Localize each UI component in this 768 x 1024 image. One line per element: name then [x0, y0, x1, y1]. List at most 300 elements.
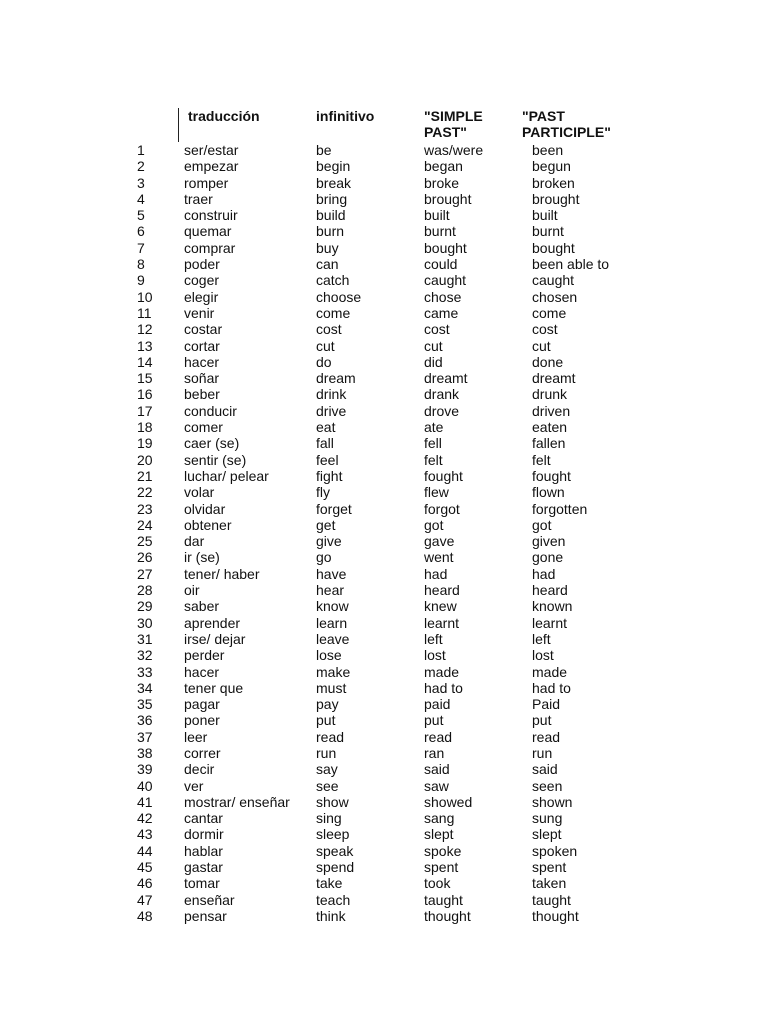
cell-traduccion: soñar	[184, 370, 220, 387]
cell-simple-past: ate	[424, 419, 444, 436]
cell-simple-past: knew	[424, 598, 457, 615]
cell-past-participle: read	[532, 728, 561, 745]
table-row	[0, 875, 768, 891]
cell-traduccion: perder	[184, 647, 225, 664]
cell-simple-past: spent	[424, 859, 459, 876]
cell-traduccion: traer	[184, 190, 213, 207]
cell-simple-past: came	[424, 304, 459, 321]
table-row	[0, 142, 768, 158]
cell-past-participle: caught	[532, 272, 575, 289]
cell-traduccion: gastar	[184, 859, 223, 876]
cell-traduccion: hablar	[184, 842, 223, 859]
cell-past-participle: drunk	[532, 386, 568, 403]
cell-past-participle: learnt	[532, 614, 568, 631]
cell-past-participle: put	[532, 712, 552, 729]
cell-infinitivo: put	[316, 712, 336, 729]
cell-simple-past: chose	[424, 288, 462, 305]
cell-traduccion: beber	[184, 386, 220, 403]
cell-past-participle: cut	[532, 337, 551, 354]
row-number: 47	[137, 891, 153, 908]
row-number: 11	[137, 304, 152, 321]
cell-traduccion: quemar	[184, 223, 232, 240]
cell-past-participle: eaten	[532, 419, 568, 436]
cell-infinitivo: begin	[316, 158, 351, 175]
table-row	[0, 452, 768, 468]
cell-simple-past: spoke	[424, 842, 462, 859]
cell-past-participle: broken	[532, 174, 575, 191]
table-row	[0, 403, 768, 419]
verb-table-body	[0, 142, 768, 924]
cell-simple-past: put	[424, 712, 444, 729]
header-simple-past	[424, 108, 483, 140]
cell-traduccion: poner	[184, 712, 220, 729]
cell-past-participle: taught	[532, 891, 571, 908]
table-row	[0, 354, 768, 370]
row-number: 23	[137, 500, 153, 517]
cell-traduccion: costar	[184, 321, 223, 338]
cell-simple-past: burnt	[424, 223, 456, 240]
cell-infinitivo: show	[316, 793, 349, 810]
table-row	[0, 386, 768, 402]
header-infinitivo	[316, 108, 374, 124]
cell-traduccion: venir	[184, 304, 215, 321]
cell-past-participle: gone	[532, 549, 564, 566]
row-number: 19	[137, 435, 153, 452]
cell-traduccion: construir	[184, 207, 238, 224]
cell-traduccion: elegir	[184, 288, 219, 305]
cell-simple-past: forgot	[424, 500, 460, 517]
cell-infinitivo: build	[316, 207, 346, 224]
cell-infinitivo: hear	[316, 582, 345, 599]
cell-past-participle: driven	[532, 402, 571, 419]
cell-traduccion: caer (se)	[184, 435, 240, 452]
cell-simple-past: began	[424, 158, 463, 175]
cell-simple-past: slept	[424, 826, 454, 843]
table-row	[0, 566, 768, 582]
table-row	[0, 631, 768, 647]
cell-simple-past: drove	[424, 402, 460, 419]
cell-past-participle: forgotten	[532, 500, 588, 517]
table-row	[0, 501, 768, 517]
cell-simple-past: fell	[424, 435, 442, 452]
cell-traduccion: irse/ dejar	[184, 630, 246, 647]
cell-past-participle: spent	[532, 859, 567, 876]
cell-infinitivo: choose	[316, 288, 362, 305]
cell-simple-past: made	[424, 663, 460, 680]
cell-traduccion: aprender	[184, 614, 241, 631]
header-past-participle-line-2: PARTICIPLE"	[522, 124, 611, 140]
cell-past-participle: bought	[532, 239, 575, 256]
cell-past-participle: run	[532, 744, 553, 761]
cell-simple-past: flew	[424, 484, 449, 501]
table-row	[0, 696, 768, 712]
cell-past-participle: known	[532, 598, 573, 615]
table-row	[0, 729, 768, 745]
table-row	[0, 321, 768, 337]
cell-past-participle: Paid	[532, 696, 561, 713]
table-row	[0, 289, 768, 305]
row-number: 31	[137, 630, 153, 647]
table-row	[0, 240, 768, 256]
cell-simple-past: dreamt	[424, 370, 468, 387]
row-number: 13	[137, 337, 153, 354]
cell-infinitivo: do	[316, 353, 332, 370]
row-number: 15	[137, 370, 153, 387]
row-number: 25	[137, 533, 153, 550]
cell-simple-past: could	[424, 256, 458, 273]
cell-simple-past: caught	[424, 272, 467, 289]
row-number: 22	[137, 484, 153, 501]
cell-past-participle: fallen	[532, 435, 566, 452]
cell-simple-past: lost	[424, 647, 446, 664]
cell-infinitivo: sleep	[316, 826, 350, 843]
cell-traduccion: pagar	[184, 696, 220, 713]
cell-infinitivo: feel	[316, 451, 339, 468]
row-number: 6	[137, 223, 145, 240]
cell-infinitivo: make	[316, 663, 351, 680]
table-row	[0, 761, 768, 777]
cell-infinitivo: cut	[316, 337, 335, 354]
cell-simple-past: sang	[424, 810, 455, 827]
cell-past-participle: spoken	[532, 842, 578, 859]
cell-traduccion: volar	[184, 484, 215, 501]
cell-simple-past: built	[424, 207, 450, 224]
table-row	[0, 598, 768, 614]
header-past-participle-line-1: "PAST	[522, 108, 565, 124]
table-row	[0, 778, 768, 794]
table-row	[0, 533, 768, 549]
table-row	[0, 549, 768, 565]
row-number: 7	[137, 239, 145, 256]
row-number: 20	[137, 451, 153, 468]
row-number: 10	[137, 288, 153, 305]
table-row	[0, 158, 768, 174]
cell-traduccion: ir (se)	[184, 549, 220, 566]
table-row	[0, 207, 768, 223]
cell-traduccion: comer	[184, 419, 223, 436]
cell-simple-past: did	[424, 353, 443, 370]
row-number: 2	[137, 158, 145, 175]
cell-past-participle: fought	[532, 467, 571, 484]
cell-simple-past: had	[424, 565, 448, 582]
cell-traduccion: enseñar	[184, 891, 235, 908]
cell-traduccion: poder	[184, 256, 220, 273]
cell-infinitivo: fight	[316, 467, 343, 484]
table-header	[0, 108, 768, 144]
cell-past-participle: chosen	[532, 288, 578, 305]
cell-infinitivo: catch	[316, 272, 350, 289]
cell-traduccion: oir	[184, 582, 200, 599]
table-row	[0, 191, 768, 207]
cell-infinitivo: eat	[316, 419, 336, 436]
cell-infinitivo: spend	[316, 859, 355, 876]
cell-simple-past: got	[424, 516, 444, 533]
cell-traduccion: olvidar	[184, 500, 226, 517]
cell-past-participle: seen	[532, 777, 563, 794]
cell-traduccion: luchar/ pelear	[184, 467, 269, 484]
cell-past-participle: felt	[532, 451, 551, 468]
cell-simple-past: took	[424, 875, 451, 892]
table-row	[0, 892, 768, 908]
cell-simple-past: gave	[424, 533, 455, 550]
cell-past-participle: said	[532, 761, 558, 778]
row-number: 27	[137, 565, 153, 582]
table-row	[0, 175, 768, 191]
cell-past-participle: slept	[532, 826, 562, 843]
cell-simple-past: paid	[424, 696, 451, 713]
cell-simple-past: taught	[424, 891, 463, 908]
row-number: 41	[137, 793, 153, 810]
cell-past-participle: lost	[532, 647, 554, 664]
cell-simple-past: went	[424, 549, 454, 566]
cell-infinitivo: read	[316, 728, 345, 745]
cell-simple-past: thought	[424, 907, 471, 924]
cell-infinitivo: know	[316, 598, 349, 615]
cell-infinitivo: teach	[316, 891, 351, 908]
cell-infinitivo: be	[316, 142, 332, 158]
cell-past-participle: built	[532, 207, 558, 224]
table-row	[0, 745, 768, 761]
row-number: 32	[137, 647, 153, 664]
row-number: 29	[137, 598, 153, 615]
table-row	[0, 338, 768, 354]
cell-traduccion: cantar	[184, 810, 223, 827]
cell-simple-past: showed	[424, 793, 473, 810]
cell-traduccion: pensar	[184, 907, 227, 924]
cell-past-participle: brought	[532, 190, 580, 207]
row-number: 34	[137, 679, 153, 696]
table-row	[0, 712, 768, 728]
table-row	[0, 647, 768, 663]
cell-simple-past: saw	[424, 777, 449, 794]
cell-traduccion: conducir	[184, 402, 237, 419]
row-number: 30	[137, 614, 153, 631]
cell-past-participle: sung	[532, 810, 563, 827]
cell-traduccion: hacer	[184, 663, 220, 680]
cell-simple-past: had to	[424, 679, 463, 696]
row-number: 35	[137, 696, 153, 713]
cell-simple-past: brought	[424, 190, 472, 207]
cell-infinitivo: can	[316, 256, 339, 273]
row-number: 28	[137, 582, 153, 599]
cell-infinitivo: leave	[316, 630, 350, 647]
row-number: 3	[137, 174, 145, 191]
cell-past-participle: shown	[532, 793, 573, 810]
table-row	[0, 810, 768, 826]
cell-past-participle: taken	[532, 875, 567, 892]
row-number: 12	[137, 321, 153, 338]
row-number: 36	[137, 712, 153, 729]
cell-simple-past: drank	[424, 386, 460, 403]
cell-past-participle: given	[532, 533, 566, 550]
row-number: 26	[137, 549, 153, 566]
row-number: 42	[137, 810, 153, 827]
row-number: 8	[137, 256, 145, 273]
cell-past-participle: been able to	[532, 256, 610, 273]
row-number: 48	[137, 907, 153, 924]
cell-past-participle: done	[532, 353, 564, 370]
cell-traduccion: tomar	[184, 875, 220, 892]
table-row	[0, 908, 768, 924]
cell-past-participle: burnt	[532, 223, 564, 240]
row-number: 40	[137, 777, 153, 794]
cell-infinitivo: get	[316, 516, 336, 533]
table-row	[0, 256, 768, 272]
table-row	[0, 680, 768, 696]
cell-traduccion: dar	[184, 533, 205, 550]
header-past-participle	[522, 108, 611, 140]
cell-traduccion: comprar	[184, 239, 236, 256]
cell-traduccion: romper	[184, 174, 229, 191]
row-number: 24	[137, 516, 153, 533]
cell-simple-past: was/were	[424, 142, 484, 158]
table-row	[0, 370, 768, 386]
cell-infinitivo: pay	[316, 696, 339, 713]
cell-infinitivo: speak	[316, 842, 354, 859]
cell-simple-past: bought	[424, 239, 467, 256]
table-row	[0, 484, 768, 500]
cell-infinitivo: must	[316, 679, 347, 696]
header-traduccion	[188, 108, 260, 124]
cell-infinitivo: break	[316, 174, 352, 191]
cell-infinitivo: drink	[316, 386, 347, 403]
cell-traduccion: correr	[184, 744, 221, 761]
cell-simple-past: felt	[424, 451, 443, 468]
cell-infinitivo: sing	[316, 810, 342, 827]
cell-traduccion: tener que	[184, 679, 244, 696]
table-row	[0, 826, 768, 842]
cell-simple-past: read	[424, 728, 453, 745]
row-number: 1	[137, 142, 145, 158]
cell-infinitivo: fall	[316, 435, 334, 452]
cell-past-participle: thought	[532, 907, 579, 924]
cell-traduccion: dormir	[184, 826, 224, 843]
row-number: 9	[137, 272, 145, 289]
cell-past-participle: dreamt	[532, 370, 576, 387]
cell-past-participle: flown	[532, 484, 565, 501]
cell-infinitivo: give	[316, 533, 342, 550]
cell-infinitivo: bring	[316, 190, 348, 207]
cell-infinitivo: have	[316, 565, 347, 582]
cell-traduccion: ver	[184, 777, 204, 794]
cell-simple-past: ran	[424, 744, 445, 761]
row-number: 44	[137, 842, 153, 859]
row-number: 17	[137, 402, 153, 419]
row-number: 21	[137, 467, 153, 484]
cell-simple-past: said	[424, 761, 450, 778]
cell-infinitivo: run	[316, 744, 337, 761]
row-number: 37	[137, 728, 153, 745]
table-row	[0, 582, 768, 598]
cell-traduccion: cortar	[184, 337, 220, 354]
row-number: 46	[137, 875, 153, 892]
table-row	[0, 517, 768, 533]
cell-infinitivo: learn	[316, 614, 348, 631]
cell-traduccion: ser/estar	[184, 142, 239, 158]
table-row	[0, 468, 768, 484]
table-row	[0, 615, 768, 631]
cell-infinitivo: buy	[316, 239, 339, 256]
cell-infinitivo: take	[316, 875, 343, 892]
table-row	[0, 419, 768, 435]
table-row	[0, 305, 768, 321]
cell-simple-past: heard	[424, 582, 460, 599]
table-row	[0, 794, 768, 810]
row-number: 45	[137, 859, 153, 876]
cell-simple-past: fought	[424, 467, 463, 484]
cell-past-participle: made	[532, 663, 568, 680]
table-row	[0, 664, 768, 680]
cell-traduccion: coger	[184, 272, 220, 289]
row-number: 4	[137, 190, 145, 207]
cell-traduccion: saber	[184, 598, 220, 615]
cell-infinitivo: cost	[316, 321, 342, 338]
cell-infinitivo: say	[316, 761, 338, 778]
header-simple-past-line-2: PAST"	[424, 124, 467, 140]
row-number: 43	[137, 826, 153, 843]
cell-past-participle: been	[532, 142, 564, 158]
cell-infinitivo: lose	[316, 647, 342, 664]
cell-simple-past: left	[424, 630, 443, 647]
cell-traduccion: sentir (se)	[184, 451, 247, 468]
row-number: 16	[137, 386, 153, 403]
cell-infinitivo: come	[316, 304, 351, 321]
cell-traduccion: tener/ haber	[184, 565, 260, 582]
cell-past-participle: left	[532, 630, 551, 647]
header-infinitivo-label: infinitivo	[316, 108, 375, 124]
table-row	[0, 843, 768, 859]
cell-infinitivo: drive	[316, 402, 347, 419]
cell-traduccion: obtener	[184, 516, 232, 533]
table-row	[0, 223, 768, 239]
cell-simple-past: cost	[424, 321, 450, 338]
header-simple-past-line-1: "SIMPLE	[424, 108, 483, 124]
row-number: 39	[137, 761, 153, 778]
row-number: 38	[137, 744, 153, 761]
row-number: 33	[137, 663, 153, 680]
cell-simple-past: learnt	[424, 614, 460, 631]
cell-past-participle: got	[532, 516, 552, 533]
cell-infinitivo: forget	[316, 500, 352, 517]
table-row	[0, 859, 768, 875]
cell-simple-past: cut	[424, 337, 443, 354]
cell-past-participle: cost	[532, 321, 558, 338]
cell-traduccion: empezar	[184, 158, 239, 175]
cell-past-participle: had	[532, 565, 556, 582]
cell-past-participle: had to	[532, 679, 571, 696]
cell-traduccion: leer	[184, 728, 208, 745]
cell-infinitivo: fly	[316, 484, 330, 501]
cell-simple-past: broke	[424, 174, 460, 191]
header-divider	[178, 108, 179, 142]
cell-infinitivo: dream	[316, 370, 356, 387]
cell-infinitivo: go	[316, 549, 332, 566]
cell-traduccion: hacer	[184, 353, 220, 370]
row-number: 18	[137, 419, 153, 436]
cell-past-participle: heard	[532, 582, 568, 599]
table-row	[0, 272, 768, 288]
cell-traduccion: mostrar/ enseñar	[184, 793, 290, 810]
cell-past-participle: begun	[532, 158, 571, 175]
header-traduccion-label: traducción	[188, 108, 260, 124]
row-number: 14	[137, 353, 153, 370]
cell-traduccion: decir	[184, 761, 215, 778]
table-row	[0, 435, 768, 451]
cell-infinitivo: burn	[316, 223, 345, 240]
cell-infinitivo: see	[316, 777, 339, 794]
row-number: 5	[137, 207, 145, 224]
cell-past-participle: come	[532, 304, 567, 321]
